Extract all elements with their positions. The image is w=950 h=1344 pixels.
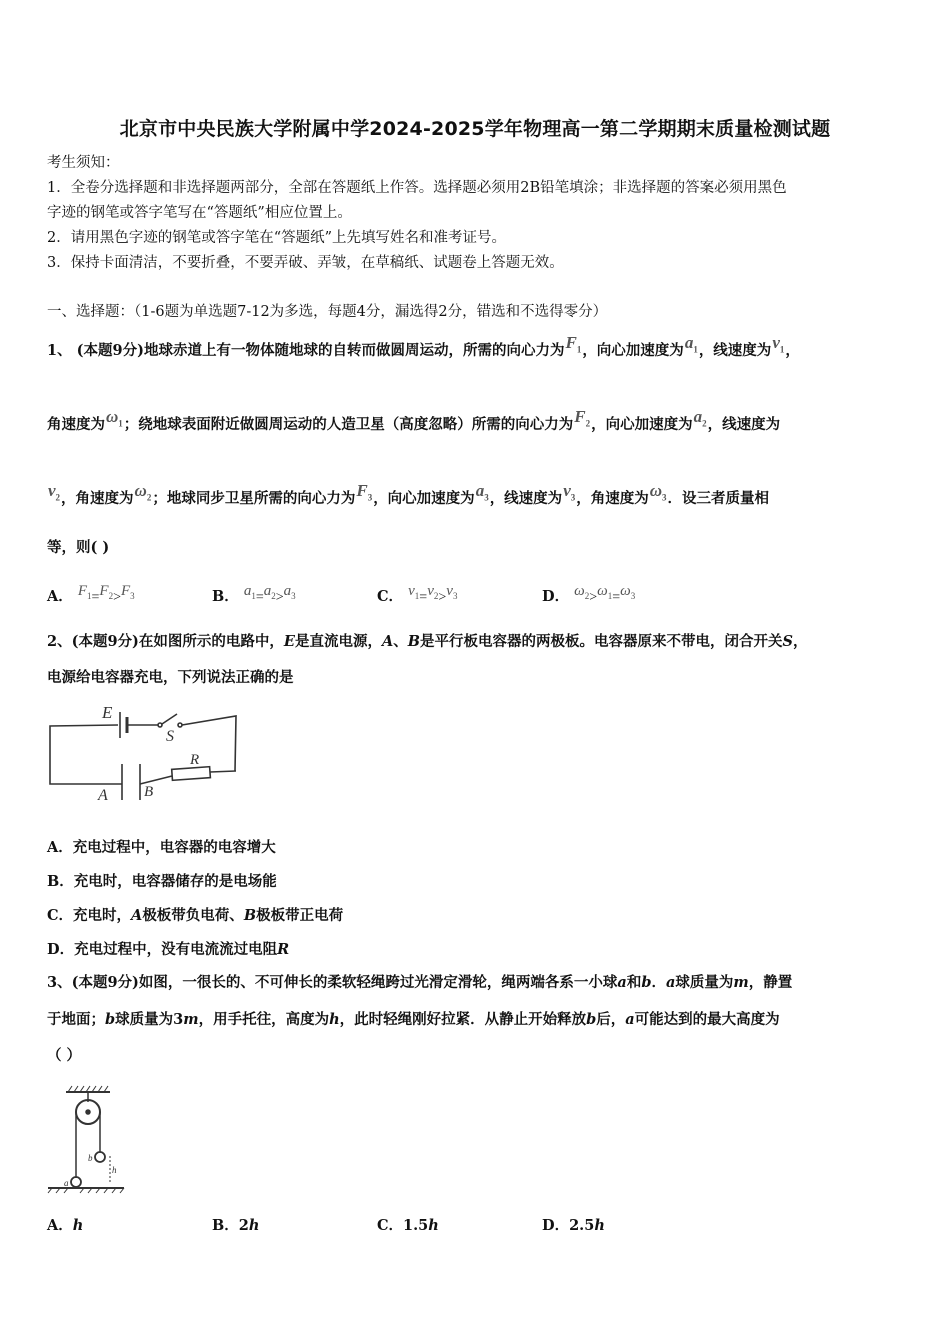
q3-text: 球质量为 — [675, 974, 734, 991]
symbol-v1: $v_1$ — [772, 333, 785, 355]
q3-line-1 — [47, 973, 792, 993]
q2-line-2: 电源给电容器充电，下列说法正确的是 — [47, 669, 294, 686]
switch-lever — [162, 714, 177, 724]
q1-line-1 — [47, 333, 800, 366]
q1-option-d-expr: $\omega_2>\omega_1=\omega_3$ — [574, 583, 636, 605]
q3-option-d[interactable]: D．2.5h — [542, 1217, 605, 1234]
symbol-w1: $\omega_1$ — [106, 407, 123, 429]
q1-text: ，角速度为 — [61, 490, 134, 507]
label-b: B — [144, 784, 154, 800]
label-r: R — [190, 752, 200, 768]
q1-option-b[interactable]: B． $a_1=a_2>a_3$ — [212, 583, 296, 605]
q1-option-a[interactable]: A． $F_1=F_2>F_3$ — [47, 583, 135, 605]
symbol-a1: $a_1$ — [684, 333, 698, 355]
q3-text: 如图，一很长的、不可伸长的柔软轻绳跨过光滑定滑轮，绳两端各系一小球 — [138, 974, 618, 991]
symbol-F3: $F_3$ — [356, 481, 373, 503]
label-e: E — [102, 703, 113, 722]
q1-text: ， — [785, 342, 800, 359]
symbol-a3: $a_3$ — [475, 481, 489, 503]
q3-symbol-a: a — [625, 1011, 635, 1028]
symbol-F2: $F_2$ — [574, 407, 591, 429]
q1-option-c[interactable]: C． $v_1=v_2>v_3$ — [377, 583, 458, 605]
q1-line-2 — [47, 407, 781, 440]
q3-text: 可能达到的最大高度为 — [634, 1011, 780, 1028]
q1-text: ；地球同步卫星所需的向心力为 — [152, 490, 356, 507]
circuit-diagram — [40, 696, 245, 808]
q1-text: ，线速度为 — [489, 490, 563, 507]
q1-text: ，向心加速度为 — [582, 342, 684, 359]
q2-text: ， — [792, 633, 808, 650]
q3-symbol-b: b — [586, 1011, 597, 1028]
label-ball-a: a — [64, 1178, 69, 1188]
q2-number: 2、 — [47, 633, 72, 650]
q3-text: ． — [651, 974, 666, 991]
q3-text: ，用手托往，高度为 — [198, 1011, 330, 1028]
q2-option-a[interactable]: A．充电过程中，电容器的电容增大 — [47, 839, 276, 856]
q2-text: 、 — [393, 633, 408, 650]
q1-line-3 — [47, 481, 770, 514]
q3-option-b[interactable]: B．2h — [212, 1217, 260, 1234]
q3-option-a[interactable]: A．h — [47, 1217, 84, 1234]
q1-text: ，线速度为 — [707, 416, 781, 433]
circuit-wire-resistor-right — [210, 771, 236, 772]
q1-text: ，向心加速度为 — [373, 490, 475, 507]
q3-symbol-b: b — [105, 1011, 116, 1028]
q3-symbol-a: a — [665, 974, 676, 991]
q1-option-d[interactable]: D． $\omega_2>\omega_1=\omega_3$ — [542, 583, 636, 605]
q3-text: 和 — [626, 974, 642, 991]
circuit-wire-bottom — [140, 776, 172, 784]
q2-text: 是直流电源， — [294, 633, 382, 650]
pulley-diagram — [44, 1078, 128, 1194]
notice-heading: 考生须知： — [47, 155, 120, 171]
q1-number: 1、 — [47, 342, 72, 359]
q3-line-3: （ ） — [47, 1047, 82, 1064]
label-s: S — [166, 728, 174, 745]
q1-text: ，角速度为 — [576, 490, 649, 507]
q2-symbol-e: E — [283, 633, 295, 650]
q1-text: ．设三者质量相 — [667, 490, 770, 507]
label-height-h: h — [112, 1165, 117, 1175]
symbol-F1: $F_1$ — [565, 333, 582, 355]
q2-text: 在如图所示的电路中， — [138, 633, 284, 650]
q2-symbol-s: S — [782, 633, 793, 650]
symbol-w3: $\omega_3$ — [649, 481, 667, 503]
pulley-axle — [86, 1110, 90, 1114]
switch-contact-right — [178, 723, 182, 727]
q3-symbol-m: m — [733, 974, 749, 991]
q1-text: 地球赤道上有一物体随地球的自转而做圆周运动，所需的向心力为 — [143, 342, 565, 359]
q1-text: ；绕地球表面附近做圆周运动的人造卫星（高度忽略）所需的向心力为 — [123, 416, 574, 433]
q1-option-a-expr: $F_1=F_2>F_3$ — [77, 583, 135, 605]
q3-symbol-h: h — [329, 1011, 340, 1028]
switch-contact-left — [158, 723, 162, 727]
q1-tag: (本题9分) — [76, 342, 144, 359]
q3-symbol-a: a — [617, 974, 627, 991]
symbol-v3: $v_3$ — [563, 481, 576, 503]
q2-symbol-b: B — [407, 633, 420, 650]
q2-option-c[interactable]: C．充电时，A极板带负电荷、B极板带正电荷 — [47, 907, 344, 924]
resistor — [172, 767, 211, 781]
symbol-a2: $a_2$ — [693, 407, 707, 429]
q2-tag: (本题9分) — [71, 633, 139, 650]
circuit-wire-left — [50, 725, 122, 784]
q1-text: 角速度为 — [47, 416, 105, 433]
q3-symbol-b: b — [641, 974, 652, 991]
q3-text: 于地面； — [47, 1011, 105, 1028]
q3-tag: (本题9分) — [71, 974, 139, 991]
q1-option-b-expr: $a_1=a_2>a_3$ — [243, 583, 296, 605]
label-a: A — [98, 787, 108, 804]
notice-item-3: 3．保持卡面清洁，不要折叠，不要弄破、弄皱，在草稿纸、试题卷上答题无效。 — [47, 255, 564, 271]
ball-b — [95, 1152, 105, 1162]
q3-option-c[interactable]: C．1.5h — [377, 1217, 439, 1234]
q3-text: 球质量为3 — [115, 1011, 184, 1028]
q2-option-d[interactable]: D．充电过程中，没有电流流过电阻R — [47, 941, 290, 958]
q1-option-c-expr: $v_1=v_2>v_3$ — [408, 583, 458, 605]
q2-option-b[interactable]: B．充电时，电容器储存的是电场能 — [47, 873, 277, 890]
symbol-w2: $\omega_2$ — [134, 481, 152, 503]
q3-text: ，此时轻绳刚好拉紧．从静止开始释放 — [339, 1011, 587, 1028]
notice-item-1-cont: 字迹的钢笔或答字笔写在“答题纸”相应位置上。 — [47, 205, 352, 221]
q3-number: 3、 — [47, 974, 72, 991]
q3-line-2 — [47, 1010, 780, 1030]
q1-line-4: 等，则( ) — [47, 539, 110, 556]
q3-text: ，静置 — [748, 974, 793, 991]
symbol-v2: $v_2$ — [48, 481, 61, 503]
notice-item-1: 1．全卷分选择题和非选择题两部分，全部在答题纸上作答。选择题必须用2B铅笔填涂；非选择题的答案必须用黑色 — [47, 180, 787, 196]
q3-symbol-m: m — [183, 1011, 199, 1028]
notice-item-2: 2．请用黑色字迹的钢笔或答字笔在“答题纸”上先填写姓名和准考证号。 — [47, 230, 507, 246]
page-title: 北京市中央民族大学附属中学2024-2025学年物理高一第二学期期末质量检测试题 — [119, 118, 831, 140]
q1-text: ，线速度为 — [698, 342, 772, 359]
ball-a — [71, 1177, 81, 1187]
q2-line-1 — [47, 632, 807, 652]
label-ball-b: b — [88, 1153, 93, 1163]
q2-symbol-a: A — [381, 633, 394, 650]
q2-text: 是平行板电容器的两极板。电容器原来不带电，闭合开关 — [420, 633, 783, 650]
q1-text: ，向心加速度为 — [591, 416, 693, 433]
q3-text: 后， — [596, 1011, 626, 1028]
section-heading: 一、选择题：（1-6题为单选题7-12为多选，每题4分，漏选得2分，错选和不选得零分） — [47, 304, 608, 320]
